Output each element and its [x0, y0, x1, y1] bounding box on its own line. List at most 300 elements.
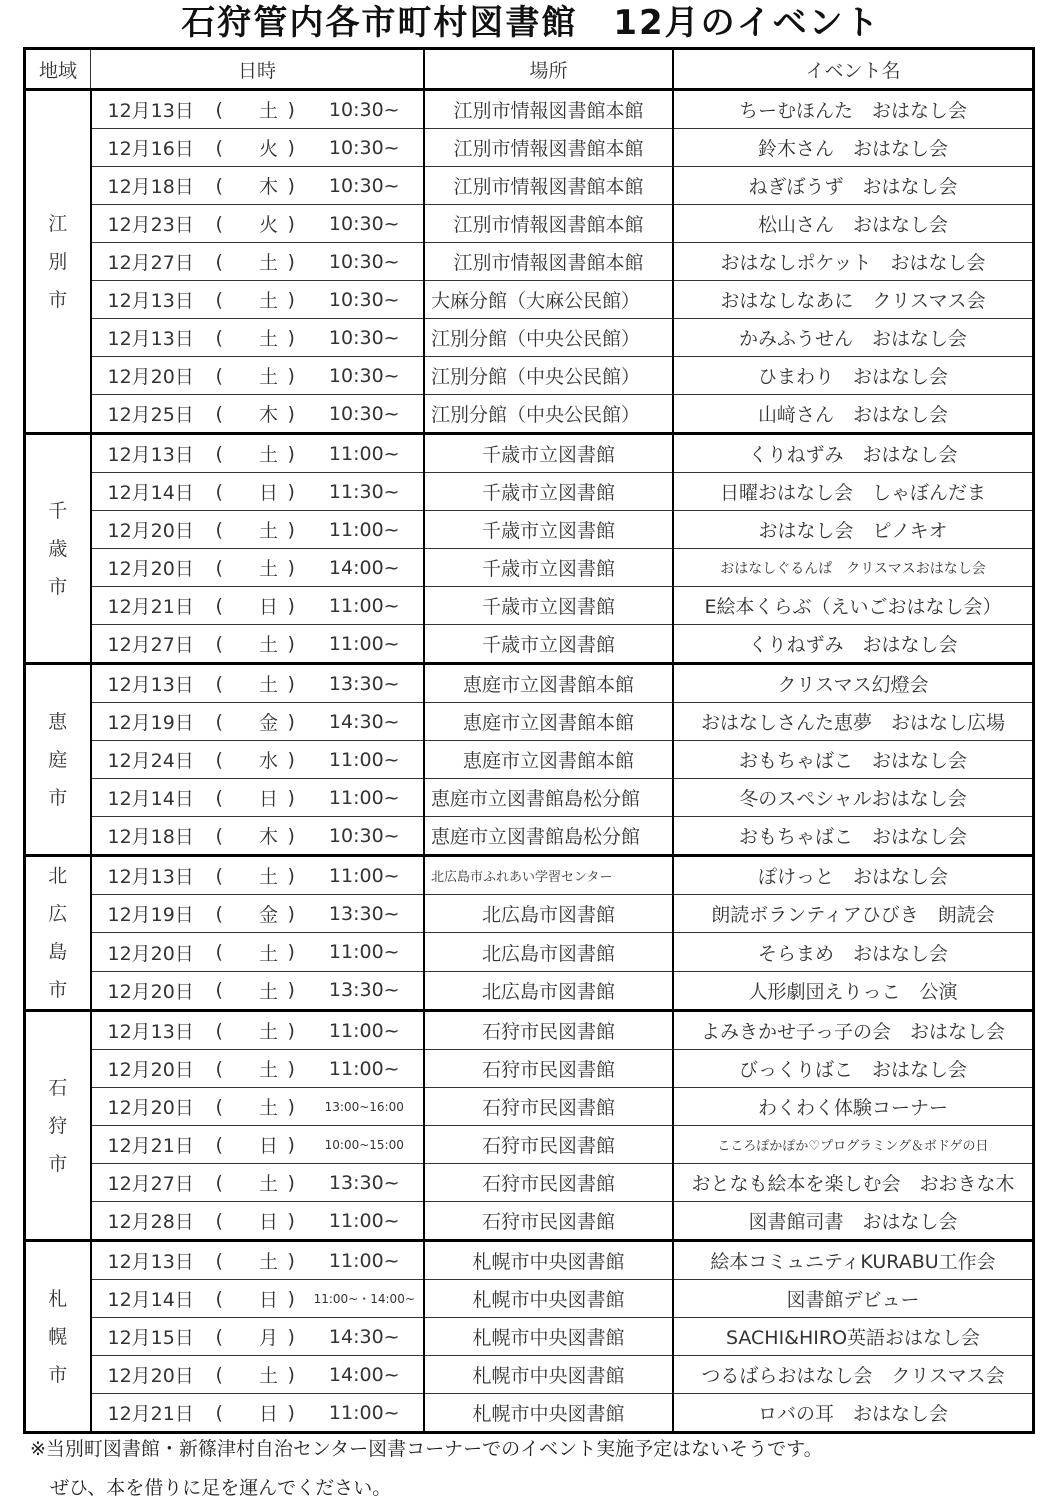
table-row — [25, 434, 1034, 473]
day-of-week: 土 — [258, 634, 278, 656]
region-char: 市 — [48, 288, 68, 311]
paren-close: ) — [287, 1019, 295, 1042]
time: 11:00~ — [328, 941, 400, 964]
venue-cell: 千歳市立図書館 — [424, 434, 673, 473]
event-name-cell: くりねずみ おはなし会 — [673, 434, 1034, 473]
paren-close: ) — [287, 518, 295, 541]
datetime-cell — [91, 511, 425, 549]
region-cell — [25, 434, 91, 664]
date: 12月20日 — [107, 558, 194, 580]
datetime-cell — [91, 1241, 425, 1280]
time: 11:00~ — [328, 442, 400, 465]
day-of-week: 土 — [258, 1365, 278, 1387]
region-char: 幌 — [48, 1325, 68, 1348]
time: 14:00~ — [328, 1363, 400, 1386]
event-name-cell: ひまわり おはなし会 — [673, 357, 1034, 395]
table-row — [25, 625, 1034, 664]
paren-open: ( — [215, 1287, 223, 1310]
paren-close: ) — [287, 748, 295, 771]
day-of-week: 土 — [258, 520, 278, 542]
day-of-week: 金 — [258, 712, 278, 734]
table-row — [25, 243, 1034, 281]
table-row — [25, 703, 1034, 741]
table-row — [25, 933, 1034, 971]
datetime-cell — [91, 741, 425, 779]
datetime-cell — [91, 895, 425, 933]
table-row — [25, 587, 1034, 625]
venue-cell: 恵庭市立図書館島松分館 — [424, 817, 673, 856]
venue-cell: 大麻分館（大麻公民館） — [424, 281, 673, 319]
table-row — [25, 1011, 1034, 1050]
day-of-week: 金 — [258, 904, 278, 927]
table-row — [25, 319, 1034, 357]
time: 10:30~ — [328, 402, 400, 425]
date: 12月20日 — [107, 1097, 194, 1119]
time: 10:30~ — [328, 212, 400, 235]
paren-close: ) — [287, 902, 295, 925]
paren-close: ) — [287, 556, 295, 579]
region-char: 市 — [48, 786, 68, 809]
date: 12月14日 — [107, 1289, 194, 1311]
region-char: 島 — [48, 941, 68, 963]
venue-cell: 石狩市民図書館 — [424, 1088, 673, 1126]
paren-close: ) — [287, 672, 295, 695]
region-cell — [25, 1241, 91, 1433]
paren-close: ) — [287, 364, 295, 387]
datetime-cell — [91, 856, 425, 895]
time: 14:30~ — [328, 710, 400, 733]
time: 11:00~ — [328, 1249, 400, 1272]
day-of-week: 土 — [258, 328, 278, 350]
day-of-week: 土 — [258, 1173, 278, 1195]
date: 12月27日 — [107, 252, 194, 274]
event-name-cell: ちーむほんた おはなし会 — [673, 90, 1034, 129]
venue-cell: 石狩市民図書館 — [424, 1011, 673, 1050]
time: 11:00~ — [328, 864, 400, 887]
venue-cell: 江別分館（中央公民館） — [424, 395, 673, 434]
event-name-cell: わくわく体験コーナー — [673, 1088, 1034, 1126]
day-of-week: 日 — [258, 482, 278, 504]
datetime-cell — [91, 625, 425, 664]
datetime-cell — [91, 281, 425, 319]
event-name-cell: 山﨑さん おはなし会 — [673, 395, 1034, 434]
date: 12月13日 — [107, 1251, 194, 1273]
header-venue: 場所 — [424, 49, 673, 90]
venue-cell: 札幌市中央図書館 — [424, 1241, 673, 1280]
paren-close: ) — [287, 1095, 295, 1118]
event-name-cell: おはなしポケット おはなし会 — [673, 243, 1034, 281]
date: 12月16日 — [107, 138, 194, 160]
datetime-cell — [91, 587, 425, 625]
datetime-cell — [91, 434, 425, 473]
region-cell — [25, 1011, 91, 1241]
datetime-cell — [91, 1280, 425, 1318]
paren-open: ( — [215, 632, 223, 655]
region-char: 狩 — [48, 1114, 68, 1137]
day-of-week: 水 — [258, 750, 278, 772]
date: 12月13日 — [107, 328, 194, 350]
date: 12月13日 — [107, 100, 194, 122]
table-row — [25, 664, 1034, 703]
region-char: 広 — [48, 903, 68, 925]
paren-close: ) — [287, 824, 295, 847]
event-name-cell: つるばらおはなし会 クリスマス会 — [673, 1356, 1034, 1394]
venue-cell: 札幌市中央図書館 — [424, 1394, 673, 1433]
time: 10:00~15:00 — [324, 1137, 404, 1152]
date: 12月20日 — [107, 520, 194, 542]
time: 10:30~ — [328, 136, 400, 159]
day-of-week: 土 — [258, 1021, 278, 1043]
region-char: 市 — [48, 1363, 68, 1386]
event-name-cell: 図書館デビュー — [673, 1280, 1034, 1318]
paren-open: ( — [215, 1095, 223, 1118]
venue-cell: 江別分館（中央公民館） — [424, 357, 673, 395]
date: 12月20日 — [107, 1059, 194, 1081]
date: 12月13日 — [107, 1021, 194, 1043]
datetime-cell — [91, 319, 425, 357]
paren-open: ( — [215, 1325, 223, 1348]
venue-cell: 北広島市ふれあい学習センター — [424, 856, 673, 895]
event-name-cell: よみきかせ子っ子の会 おはなし会 — [673, 1011, 1034, 1050]
time: 10:30~ — [328, 364, 400, 387]
time: 14:30~ — [328, 1325, 400, 1348]
paren-close: ) — [287, 1363, 295, 1386]
venue-cell: 千歳市立図書館 — [424, 473, 673, 511]
date: 12月20日 — [107, 366, 194, 388]
datetime-cell — [91, 395, 425, 434]
day-of-week: 土 — [258, 866, 278, 889]
day-of-week: 土 — [258, 674, 278, 696]
footnote: ※当別町図書館・新篠津村自治センター図書コーナーでのイベント実施予定はないそうです。 — [30, 1438, 823, 1460]
table-row — [25, 1394, 1034, 1433]
day-of-week: 土 — [258, 1097, 278, 1119]
event-name-cell: ねぎぼうず おはなし会 — [673, 167, 1034, 205]
day-of-week: 土 — [258, 100, 278, 122]
table-row — [25, 1356, 1034, 1394]
date: 12月18日 — [107, 176, 194, 198]
table-row — [25, 1164, 1034, 1202]
page-title: 石狩管内各市町村図書館 12月のイベント — [181, 3, 881, 43]
venue-cell: 江別市情報図書館本館 — [424, 129, 673, 167]
day-of-week: 火 — [258, 138, 278, 160]
paren-open: ( — [215, 710, 223, 733]
time: 14:00~ — [328, 556, 400, 579]
event-name-cell: 図書館司書 おはなし会 — [673, 1202, 1034, 1241]
header-event: イベント名 — [673, 49, 1034, 90]
paren-close: ) — [287, 941, 295, 964]
event-name-cell: かみふうせん おはなし会 — [673, 319, 1034, 357]
paren-close: ) — [287, 326, 295, 349]
time: 11:00~・14:00~ — [313, 1292, 415, 1306]
day-of-week: 日 — [258, 1289, 278, 1311]
date: 12月15日 — [107, 1327, 194, 1349]
event-name-cell: こころぽかぽか♡プログラミング＆ボドゲの日 — [673, 1126, 1034, 1164]
day-of-week: 木 — [258, 176, 278, 198]
datetime-cell — [91, 664, 425, 703]
venue-cell: 千歳市立図書館 — [424, 549, 673, 587]
region-char: 別 — [48, 250, 68, 273]
venue-cell: 札幌市中央図書館 — [424, 1280, 673, 1318]
day-of-week: 土 — [258, 558, 278, 580]
event-name-cell: おとなも絵本を楽しむ会 おおきな木 — [673, 1164, 1034, 1202]
region-char: 市 — [48, 1152, 68, 1175]
day-of-week: 土 — [258, 942, 278, 965]
event-name-cell: おはなし会 ピノキオ — [673, 511, 1034, 549]
paren-open: ( — [215, 1057, 223, 1080]
date: 12月14日 — [107, 482, 194, 504]
paren-open: ( — [215, 174, 223, 197]
date: 12月21日 — [107, 1135, 194, 1157]
table-row — [25, 1088, 1034, 1126]
table-row — [25, 205, 1034, 243]
table-row — [25, 779, 1034, 817]
paren-close: ) — [287, 864, 295, 887]
region-char: 歳 — [48, 537, 68, 560]
event-name-cell: ぽけっと おはなし会 — [673, 856, 1034, 895]
time: 11:00~ — [328, 786, 400, 809]
region-cell — [25, 856, 91, 1011]
paren-close: ) — [287, 594, 295, 617]
event-name-cell: 松山さん おはなし会 — [673, 205, 1034, 243]
table-row — [25, 1126, 1034, 1164]
table-row — [25, 549, 1034, 587]
paren-open: ( — [215, 518, 223, 541]
header-datetime: 日時 — [91, 49, 425, 90]
venue-cell: 恵庭市立図書館本館 — [424, 664, 673, 703]
venue-cell: 石狩市民図書館 — [424, 1050, 673, 1088]
datetime-cell — [91, 243, 425, 281]
date: 12月18日 — [107, 826, 194, 848]
table-row — [25, 1318, 1034, 1356]
day-of-week: 木 — [258, 404, 278, 426]
table-row — [25, 971, 1034, 1010]
paren-open: ( — [215, 442, 223, 465]
venue-cell: 江別市情報図書館本館 — [424, 243, 673, 281]
paren-open: ( — [215, 1401, 223, 1424]
paren-open: ( — [215, 672, 223, 695]
venue-cell: 札幌市中央図書館 — [424, 1356, 673, 1394]
date: 12月21日 — [107, 1403, 194, 1425]
day-of-week: 土 — [258, 252, 278, 274]
day-of-week: 日 — [258, 1211, 278, 1233]
datetime-cell — [91, 129, 425, 167]
table-row — [25, 395, 1034, 434]
paren-open: ( — [215, 1249, 223, 1272]
region-char: 北 — [48, 865, 68, 887]
datetime-cell — [91, 1126, 425, 1164]
paren-open: ( — [215, 402, 223, 425]
day-of-week: 土 — [258, 366, 278, 388]
table-body — [25, 90, 1034, 1433]
paren-open: ( — [215, 480, 223, 503]
paren-close: ) — [287, 1325, 295, 1348]
table-row — [25, 511, 1034, 549]
event-name-cell: くりねずみ おはなし会 — [673, 625, 1034, 664]
date: 12月19日 — [107, 712, 194, 734]
venue-cell: 札幌市中央図書館 — [424, 1318, 673, 1356]
paren-close: ) — [287, 136, 295, 159]
datetime-cell — [91, 1164, 425, 1202]
venue-cell: 江別市情報図書館本館 — [424, 205, 673, 243]
paren-open: ( — [215, 326, 223, 349]
table-row — [25, 817, 1034, 856]
paren-close: ) — [287, 1133, 295, 1156]
table-row — [25, 895, 1034, 933]
day-of-week: 日 — [258, 1403, 278, 1425]
date: 12月27日 — [107, 1173, 194, 1195]
date: 12月20日 — [107, 980, 194, 1003]
events-table — [23, 47, 1035, 1434]
date: 12月20日 — [107, 1365, 194, 1387]
table-row — [25, 90, 1034, 129]
datetime-cell — [91, 971, 425, 1010]
datetime-cell — [91, 933, 425, 971]
time: 10:30~ — [328, 250, 400, 273]
venue-cell: 千歳市立図書館 — [424, 625, 673, 664]
paren-close: ) — [287, 1401, 295, 1424]
day-of-week: 土 — [258, 1251, 278, 1273]
paren-open: ( — [215, 902, 223, 925]
time: 13:30~ — [328, 979, 400, 1002]
paren-open: ( — [215, 1019, 223, 1042]
time: 10:30~ — [328, 288, 400, 311]
event-name-cell: おはなしなあに クリスマス会 — [673, 281, 1034, 319]
datetime-cell — [91, 1050, 425, 1088]
datetime-cell — [91, 549, 425, 587]
table-row — [25, 741, 1034, 779]
paren-open: ( — [215, 594, 223, 617]
venue-cell: 江別市情報図書館本館 — [424, 90, 673, 129]
paren-close: ) — [287, 402, 295, 425]
datetime-cell — [91, 1011, 425, 1050]
table-row — [25, 281, 1034, 319]
table-row — [25, 167, 1034, 205]
time: 13:00~16:00 — [324, 1099, 404, 1114]
event-name-cell: おはなしぐるんぱ クリスマスおはなし会 — [673, 549, 1034, 587]
datetime-cell — [91, 779, 425, 817]
paren-open: ( — [215, 212, 223, 235]
paren-open: ( — [215, 1209, 223, 1232]
venue-cell: 石狩市民図書館 — [424, 1202, 673, 1241]
event-name-cell: 絵本コミュニティKURABU工作会 — [673, 1241, 1034, 1280]
venue-cell: 石狩市民図書館 — [424, 1126, 673, 1164]
day-of-week: 月 — [258, 1327, 278, 1349]
event-name-cell: 冬のスペシャルおはなし会 — [673, 779, 1034, 817]
paren-open: ( — [215, 786, 223, 809]
table-row — [25, 1241, 1034, 1280]
paren-open: ( — [215, 864, 223, 887]
day-of-week: 土 — [258, 444, 278, 466]
event-name-cell: おもちゃばこ おはなし会 — [673, 817, 1034, 856]
date: 12月20日 — [107, 942, 194, 965]
day-of-week: 土 — [258, 980, 278, 1003]
table-row — [25, 129, 1034, 167]
paren-close: ) — [287, 1057, 295, 1080]
event-name-cell: 人形劇団えりっこ 公演 — [673, 971, 1034, 1010]
paren-close: ) — [287, 632, 295, 655]
header-region: 地域 — [25, 49, 91, 90]
table-row — [25, 1050, 1034, 1088]
event-name-cell: 朗読ボランティアひびき 朗読会 — [673, 895, 1034, 933]
event-name-cell: びっくりばこ おはなし会 — [673, 1050, 1034, 1088]
day-of-week: 火 — [258, 214, 278, 236]
day-of-week: 木 — [258, 826, 278, 848]
datetime-cell — [91, 473, 425, 511]
venue-cell: 石狩市民図書館 — [424, 1164, 673, 1202]
region-char: 庭 — [48, 748, 68, 771]
time: 11:00~ — [328, 1019, 400, 1042]
datetime-cell — [91, 1356, 425, 1394]
time: 10:30~ — [328, 174, 400, 197]
event-name-cell: E絵本くらぶ（えいごおはなし会） — [673, 587, 1034, 625]
time: 11:00~ — [328, 518, 400, 541]
paren-close: ) — [287, 250, 295, 273]
paren-close: ) — [287, 710, 295, 733]
paren-open: ( — [215, 941, 223, 964]
paren-close: ) — [287, 1209, 295, 1232]
datetime-cell — [91, 90, 425, 129]
time: 10:30~ — [328, 98, 400, 121]
day-of-week: 日 — [258, 596, 278, 618]
paren-close: ) — [287, 98, 295, 121]
venue-cell: 恵庭市立図書館本館 — [424, 703, 673, 741]
time: 13:30~ — [328, 1171, 400, 1194]
venue-cell: 北広島市図書館 — [424, 895, 673, 933]
time: 11:00~ — [328, 1401, 400, 1424]
event-name-cell: おもちゃばこ おはなし会 — [673, 741, 1034, 779]
paren-close: ) — [287, 442, 295, 465]
date: 12月19日 — [107, 904, 194, 927]
date: 12月13日 — [107, 866, 194, 889]
venue-cell: 恵庭市立図書館島松分館 — [424, 779, 673, 817]
table-row — [25, 1280, 1034, 1318]
datetime-cell — [91, 703, 425, 741]
event-name-cell: クリスマス幻燈会 — [673, 664, 1034, 703]
venue-cell: 北広島市図書館 — [424, 933, 673, 971]
datetime-cell — [91, 167, 425, 205]
paren-open: ( — [215, 1171, 223, 1194]
region-char: 石 — [48, 1076, 68, 1099]
paren-open: ( — [215, 556, 223, 579]
paren-open: ( — [215, 250, 223, 273]
datetime-cell — [91, 1394, 425, 1433]
paren-close: ) — [287, 1249, 295, 1272]
event-name-cell: そらまめ おはなし会 — [673, 933, 1034, 971]
paren-close: ) — [287, 288, 295, 311]
region-char: 恵 — [48, 710, 68, 733]
datetime-cell — [91, 1088, 425, 1126]
date: 12月21日 — [107, 596, 194, 618]
time: 10:30~ — [328, 326, 400, 349]
venue-cell: 江別市情報図書館本館 — [424, 167, 673, 205]
event-name-cell: 鈴木さん おはなし会 — [673, 129, 1034, 167]
paren-close: ) — [287, 212, 295, 235]
paren-open: ( — [215, 748, 223, 771]
paren-open: ( — [215, 98, 223, 121]
time: 10:30~ — [328, 824, 400, 847]
time: 11:00~ — [328, 1209, 400, 1232]
region-cell — [25, 90, 91, 434]
time: 11:00~ — [328, 594, 400, 617]
event-name-cell: ロバの耳 おはなし会 — [673, 1394, 1034, 1433]
date: 12月13日 — [107, 444, 194, 466]
paren-open: ( — [215, 288, 223, 311]
paren-open: ( — [215, 979, 223, 1002]
time: 13:30~ — [328, 672, 400, 695]
table-header-row — [25, 49, 1034, 90]
date: 12月24日 — [107, 750, 194, 772]
time: 11:00~ — [328, 748, 400, 771]
